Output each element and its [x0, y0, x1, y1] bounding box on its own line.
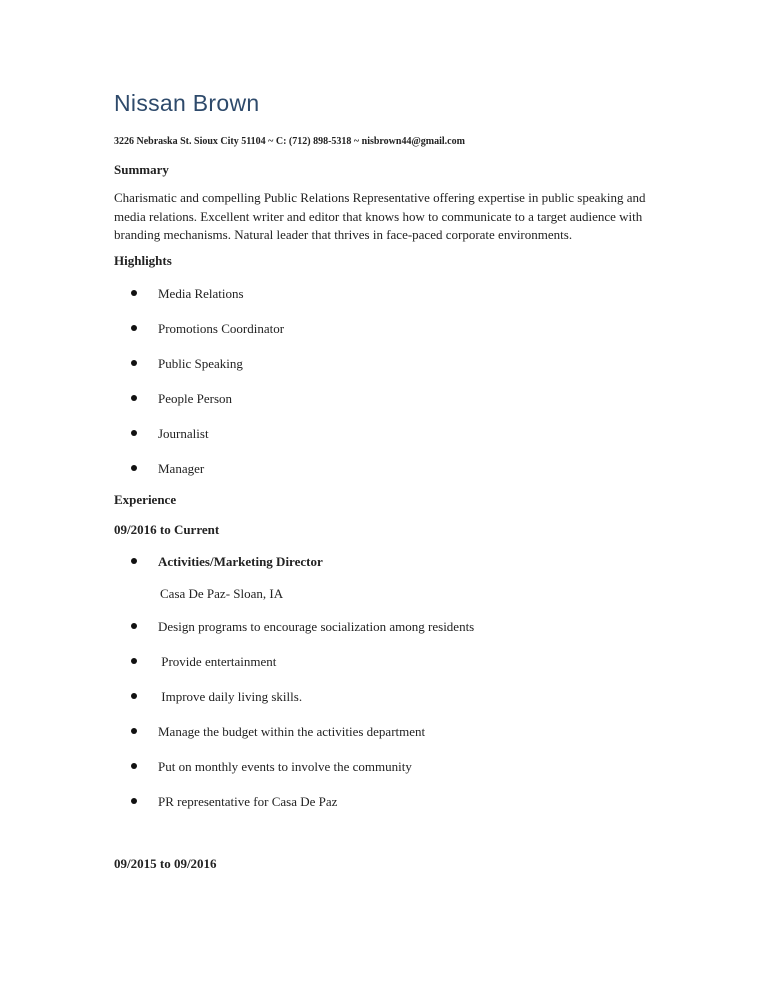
contact-info: 3226 Nebraska St. Sioux City 51104 ~ C: (712) 898-5318 ~ nisbrown44@gmail.com	[114, 136, 465, 147]
summary-heading: Summary	[114, 162, 169, 177]
bullet-icon	[131, 558, 137, 564]
job-title: Activities/Marketing Director	[158, 554, 323, 569]
bullet-icon	[131, 395, 137, 401]
summary-text: Charismatic and compelling Public Relations Representative offering expertise in public speaking and media relations. Excellent writer and editor that knows how to communicate to a target audience with branding mechanisms. Natural leader that thrives in face-paced corporate environments.	[114, 190, 646, 242]
job-duty: Improve daily living skills.	[158, 689, 303, 704]
bullet-icon	[131, 290, 137, 296]
bullet-icon	[131, 623, 137, 629]
bullet-icon	[131, 798, 137, 804]
highlight-item: Promotions Coordinator	[158, 321, 285, 336]
bullet-icon	[131, 465, 137, 471]
highlight-item: People Person	[158, 391, 233, 406]
job-duty: PR representative for Casa De Paz	[158, 794, 338, 809]
bullet-icon	[131, 728, 137, 734]
highlights-heading: Highlights	[114, 253, 172, 268]
bullet-icon	[131, 763, 137, 769]
experience-heading: Experience	[114, 492, 177, 507]
job-dates: 09/2015 to 09/2016	[114, 856, 217, 871]
bullet-icon	[131, 693, 137, 699]
job-dates: 09/2016 to Current	[114, 522, 220, 537]
job-duty: Put on monthly events to involve the community	[158, 759, 412, 774]
bullet-icon	[131, 430, 137, 436]
job-duty: Design programs to encourage socialization among residents	[158, 619, 475, 634]
highlight-item: Public Speaking	[158, 356, 243, 371]
bullet-icon	[131, 658, 137, 664]
job-company: Casa De Paz- Sloan, IA	[160, 586, 284, 601]
highlight-item: Journalist	[158, 426, 209, 441]
bullet-icon	[131, 325, 137, 331]
candidate-name: Nissan Brown	[114, 90, 260, 116]
highlight-item: Media Relations	[158, 286, 244, 301]
job-duty: Manage the budget within the activities department	[158, 724, 426, 739]
bullet-icon	[131, 360, 137, 366]
job-duty: Provide entertainment	[158, 654, 277, 669]
highlight-item: Manager	[158, 461, 205, 476]
